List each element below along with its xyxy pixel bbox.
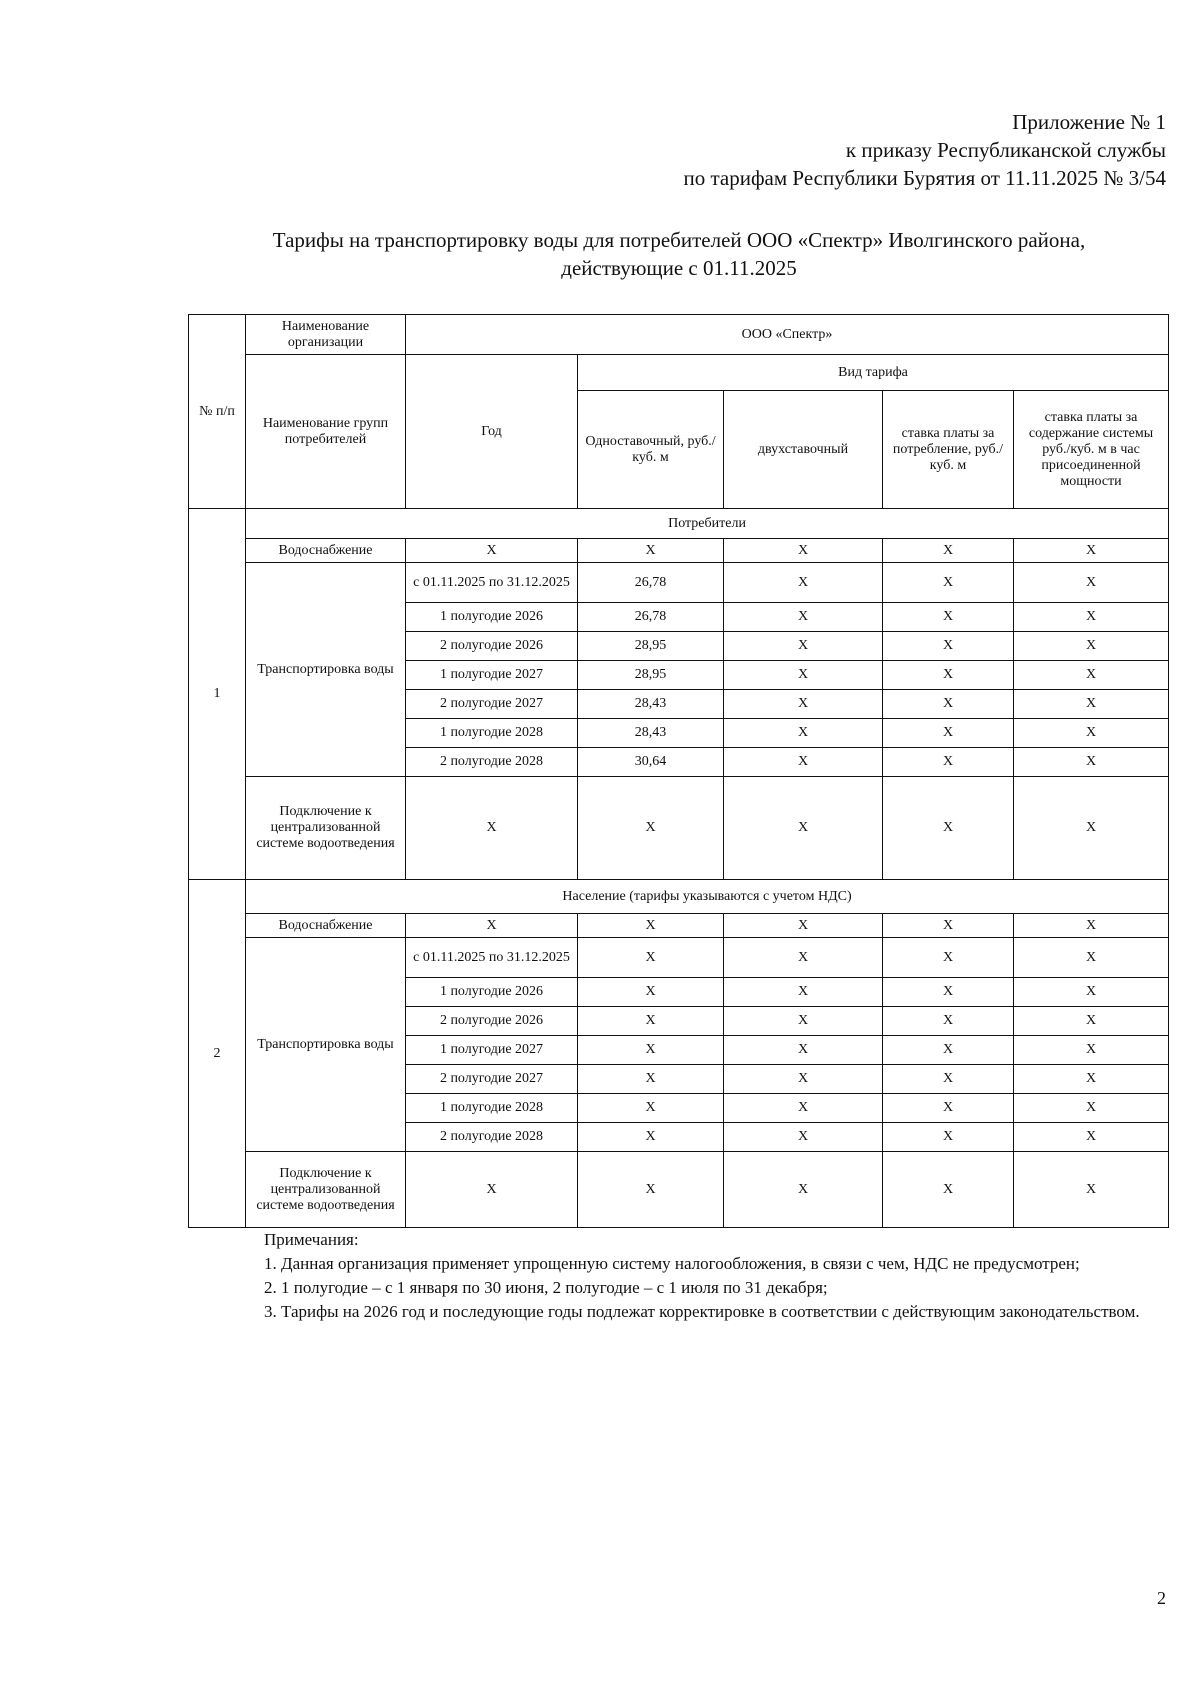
table-cell: 30,64 [578,748,724,777]
table-cell: X [406,914,578,938]
table-cell: X [1014,1123,1169,1152]
table-cell: X [724,748,883,777]
table-cell: 1 полугодие 2028 [406,1094,578,1123]
table-cell: 1 полугодие 2027 [406,661,578,690]
table-cell: 2 полугодие 2028 [406,748,578,777]
tariff-table [188,314,1169,1228]
table-cell: X [883,539,1014,563]
table-cell: X [578,978,724,1007]
table-cell: X [724,603,883,632]
header-groups-cell: Наименование групп потребителей [246,355,406,509]
page-number: 2 [1157,1588,1166,1608]
table-cell: 2 полугодие 2026 [406,1007,578,1036]
section-number: 1 [189,509,246,880]
section-title: Население (тарифы указываются с учетом НДС) [246,880,1169,914]
table-header [189,315,1169,509]
header-tariff-type-cell: Вид тарифа [578,355,1169,391]
group-label: Водоснабжение [246,914,406,938]
header-order-reference: к приказу Республиканской службы [845,138,1166,162]
table-cell: X [1014,1065,1169,1094]
table-cell: X [883,690,1014,719]
table-cell: 1 полугодие 2028 [406,719,578,748]
table-cell: X [1014,1152,1169,1228]
table-cell: X [1014,1036,1169,1065]
table-cell: X [1014,632,1169,661]
header-maintenance-rate-cell: ставка платы за содержание системы руб./куб. м в час присоединенной мощности [1014,391,1169,509]
table-row [189,563,1169,603]
table-cell: 28,95 [578,661,724,690]
note-item: 3. Тарифы на 2026 год и последующие годы подлежат корректировке в соответствии с действующим законодательством. [264,1302,1140,1321]
table-cell: 26,78 [578,563,724,603]
table-cell: X [883,1007,1014,1036]
table-cell: X [578,1094,724,1123]
table-cell: X [578,1123,724,1152]
table-cell: X [406,1152,578,1228]
table-cell: 2 полугодие 2027 [406,690,578,719]
table-cell: X [883,632,1014,661]
table-cell: X [724,661,883,690]
table-cell: X [1014,978,1169,1007]
table-cell: X [1014,563,1169,603]
table-cell: 28,43 [578,690,724,719]
table-cell: X [724,632,883,661]
document-header [683,108,1166,192]
header-org-cell: Наименование организации [246,315,406,355]
table-cell: X [883,978,1014,1007]
header-order-date: по тарифам Республики Бурятия от 11.11.2025 № 3/54 [683,166,1166,190]
section-title: Потребители [246,509,1169,539]
group-label: Транспортировка воды [246,563,406,777]
table-cell: X [724,914,883,938]
table-row [189,914,1169,938]
table-cell: с 01.11.2025 по 31.12.2025 [406,938,578,978]
header-two-rate-cell: двухставочный [724,391,883,509]
notes-heading: Примечания: [264,1230,359,1249]
table-cell: 28,43 [578,719,724,748]
title-line-1: Тарифы на транспортировку воды для потребителей ООО «Спектр» Иволгинского района, [272,228,1086,252]
header-single-rate-cell: Одноставочный, руб./ куб. м [578,391,724,509]
table-cell: X [578,938,724,978]
table-cell: X [1014,690,1169,719]
table-cell: X [883,661,1014,690]
group-label: Подключение к централизованной системе водоотведения [246,1152,406,1228]
table-row [189,938,1169,978]
table-cell: X [1014,777,1169,880]
table-cell: X [1014,539,1169,563]
table-cell: X [883,1123,1014,1152]
table-cell: X [406,539,578,563]
table-cell: X [883,938,1014,978]
table-cell: X [724,563,883,603]
table-cell: 1 полугодие 2027 [406,1036,578,1065]
table-cell: 2 полугодие 2026 [406,632,578,661]
table-cell: X [724,1036,883,1065]
section-number: 2 [189,880,246,1228]
table-row [189,1152,1169,1228]
table-cell: 2 полугодие 2027 [406,1065,578,1094]
table-cell: X [724,719,883,748]
table-cell: X [883,914,1014,938]
table-cell: X [1014,938,1169,978]
table-cell: X [883,1036,1014,1065]
table-cell: X [578,1036,724,1065]
table-cell: с 01.11.2025 по 31.12.2025 [406,563,578,603]
org-name-cell: ООО «Спектр» [406,315,1169,355]
table-cell: X [578,539,724,563]
table-cell: X [883,1065,1014,1094]
table-cell: X [883,1152,1014,1228]
title-line-2: действующие с 01.11.2025 [561,256,797,280]
table-row [189,777,1169,880]
table-cell: X [883,719,1014,748]
table-cell: X [1014,603,1169,632]
note-item: 2. 1 полугодие – с 1 января по 30 июня, 2 полугодие – с 1 июля по 31 декабря; [264,1278,828,1297]
header-annex-number: Приложение № 1 [1012,110,1166,134]
table-cell: X [883,748,1014,777]
header-year-cell: Год [406,355,578,509]
table-cell: X [578,914,724,938]
table-cell: X [1014,1007,1169,1036]
table-cell: X [1014,719,1169,748]
group-label: Подключение к централизованной системе водоотведения [246,777,406,880]
table-cell: X [724,1152,883,1228]
document-title [190,226,1168,282]
table-cell: X [724,539,883,563]
table-cell: X [724,777,883,880]
table-cell: X [724,690,883,719]
table-cell: X [724,1094,883,1123]
table-cell: X [1014,661,1169,690]
section-consumers [189,509,1169,880]
table-cell: X [406,777,578,880]
table-cell: 2 полугодие 2028 [406,1123,578,1152]
table-cell: 26,78 [578,603,724,632]
group-label: Транспортировка воды [246,938,406,1152]
table-cell: X [578,1007,724,1036]
table-cell: X [724,978,883,1007]
header-number-cell: № п/п [189,315,246,509]
table-cell: X [724,1065,883,1094]
section-population [189,880,1169,1228]
table-cell: X [883,563,1014,603]
note-item: 1. Данная организация применяет упрощенную систему налогообложения, в связи с чем, НДС не предусмотрен; [264,1254,1080,1273]
table-cell: X [883,1094,1014,1123]
table-cell: X [883,603,1014,632]
table-cell: X [1014,914,1169,938]
group-label: Водоснабжение [246,539,406,563]
table-cell: 1 полугодие 2026 [406,978,578,1007]
table-cell: 28,95 [578,632,724,661]
table-cell: X [578,777,724,880]
table-cell: X [1014,748,1169,777]
table-cell: X [883,777,1014,880]
table-cell: 1 полугодие 2026 [406,603,578,632]
notes [188,1228,1168,1324]
header-consumption-rate-cell: ставка платы за потребление, руб./ куб. м [883,391,1014,509]
table-cell: X [578,1152,724,1228]
table-row [189,539,1169,563]
table-cell: X [724,938,883,978]
table-cell: X [578,1065,724,1094]
table-cell: X [724,1123,883,1152]
table-cell: X [1014,1094,1169,1123]
table-cell: X [724,1007,883,1036]
